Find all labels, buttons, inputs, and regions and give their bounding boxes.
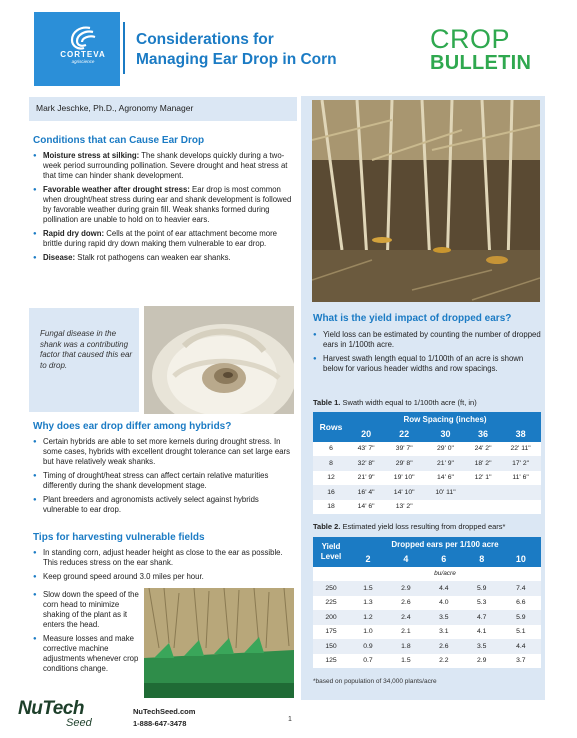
tips-heading: Tips for harvesting vulnerable fields bbox=[33, 532, 205, 543]
table-row: 250 1.5 2.9 4.4 5.9 7.4 bbox=[313, 581, 541, 596]
author-line: Mark Jeschke, Ph.D., Agronomy Manager bbox=[36, 103, 194, 113]
table-row: 125 0.7 1.5 2.2 2.9 3.7 bbox=[313, 654, 541, 669]
table1-col-header: 20 bbox=[349, 427, 383, 442]
swath-width-table bbox=[313, 412, 541, 514]
nutech-seed-wordmark: Seed bbox=[66, 717, 92, 729]
table2-col-header: 8 bbox=[463, 552, 501, 567]
yield-impact-list bbox=[313, 330, 541, 378]
dropped-ears-field-photo bbox=[312, 100, 540, 302]
title-line-2: Managing Ear Drop in Corn bbox=[136, 51, 337, 68]
hybrids-heading: Why does ear drop differ among hybrids? bbox=[33, 421, 232, 432]
list-item: ● Moisture stress at silking: The shank develops quickly during a two-week period surrounding pollination. Severe drought and heat stress at that time can hinder shank development. bbox=[33, 151, 295, 181]
tips-list-top bbox=[33, 548, 295, 586]
table-row: 6 43' 7" 39' 7" 29' 0" 24' 2" 22' 11" bbox=[313, 442, 541, 457]
table-row: 150 0.9 1.8 2.6 3.5 4.4 bbox=[313, 639, 541, 654]
list-item: ● Measure losses and make corrective machine adjustments whenever crop conditions change. bbox=[33, 634, 143, 674]
table-row: 18 14' 6" 13' 2" bbox=[313, 500, 541, 515]
table2-row-header: Yield Level bbox=[313, 537, 349, 567]
crop-label: CROP bbox=[430, 24, 511, 54]
corteva-wordmark: CORTEVA bbox=[60, 50, 106, 59]
list-item: ● Timing of drought/heat stress can affect certain relative maturities differently during the shank development stage. bbox=[33, 471, 295, 491]
tips-list-bottom bbox=[33, 590, 143, 678]
conditions-heading: Conditions that can Cause Ear Drop bbox=[33, 135, 205, 146]
callout-caption: Fungal disease in the shank was a contributing factor that caused this ear to drop. bbox=[40, 329, 133, 370]
title-line-1: Considerations for bbox=[136, 31, 274, 48]
nutech-logo bbox=[18, 700, 92, 729]
list-item: ● Keep ground speed around 3.0 miles per hour. bbox=[33, 572, 295, 582]
list-item: ● Slow down the speed of the corn head to minimize shaking of the plant as it enters the head. bbox=[33, 590, 143, 630]
table-row: 16 16' 4" 14' 10" 10' 11" bbox=[313, 485, 541, 500]
list-item: ● Harvest swath length equal to 1/100th of an acre is shown below for various header widths and row spacings. bbox=[313, 354, 541, 374]
bulletin-label: BULLETIN bbox=[430, 52, 532, 74]
table2-group-header: Dropped ears per 1/100 acre bbox=[349, 537, 541, 552]
table1-group-header: Row Spacing (inches) bbox=[349, 412, 541, 427]
list-item: ● Disease: Stalk rot pathogens can weaken ear shanks. bbox=[33, 253, 295, 263]
nutech-wordmark: NuTech bbox=[18, 698, 84, 719]
table2-col-header: 6 bbox=[425, 552, 463, 567]
table1-col-header: 38 bbox=[500, 427, 541, 442]
corteva-subbrand: agriscience bbox=[71, 59, 95, 64]
table1-col-header: 22 bbox=[383, 427, 425, 442]
table1-col-header: 30 bbox=[425, 427, 466, 442]
list-item: ● In standing corn, adjust header height as close to the ear as possible. This reduces stress on the ear shank. bbox=[33, 548, 295, 568]
table2-footnote: *based on population of 34,000 plants/acre bbox=[313, 678, 437, 685]
list-item: ● Rapid dry down: Cells at the point of ear attachment become more brittle during rapid dry down making them vulnerable to ear drop. bbox=[33, 229, 295, 249]
table1-caption: Table 1. Swath width equal to 1/100th acre (ft, in) bbox=[313, 398, 477, 407]
header-divider bbox=[123, 22, 125, 74]
list-item: ● Yield loss can be estimated by counting the number of dropped ears in 1/100th acre. bbox=[313, 330, 541, 350]
table2-col-header: 10 bbox=[501, 552, 541, 567]
list-item: ● Favorable weather after drought stress: Ear drop is most common when drought/heat stress during ear and shank development is followed by favorable weather during grain fill. Weak shanks formed during pollination are unable to hold on to heavier ears. bbox=[33, 185, 295, 225]
table2-caption: Table 2. Estimated yield loss resulting from dropped ears* bbox=[313, 522, 506, 531]
yield-loss-table bbox=[313, 537, 541, 668]
ear-shank-photo bbox=[144, 306, 294, 414]
table2-col-header: 2 bbox=[349, 552, 387, 567]
table1-row-header: Rows bbox=[313, 412, 349, 442]
table-row: 175 1.0 2.1 3.1 4.1 5.1 bbox=[313, 625, 541, 640]
table-row: 12 21' 9" 19' 10" 14' 6" 12' 1" 11' 6" bbox=[313, 471, 541, 486]
hybrids-list bbox=[33, 437, 295, 519]
table2-col-header: 4 bbox=[387, 552, 425, 567]
list-item: ● Certain hybrids are able to set more kernels during drought stress. In some cases, hybrids with excellent drought tolerance can set large ears but have relatively weak shanks. bbox=[33, 437, 295, 467]
table-row: 200 1.2 2.4 3.5 4.7 5.9 bbox=[313, 610, 541, 625]
phone-number: 1-888-647-3478 bbox=[133, 719, 187, 728]
table1-col-header: 36 bbox=[466, 427, 500, 442]
bulletin-title bbox=[136, 30, 337, 70]
combine-header-photo bbox=[144, 588, 294, 698]
yield-impact-heading: What is the yield impact of dropped ears? bbox=[313, 313, 512, 324]
table-row: 8 32' 8" 29' 8" 21' 9" 18' 2" 17' 2" bbox=[313, 456, 541, 471]
table2-unit: bu/acre bbox=[349, 567, 541, 582]
list-item: ● Plant breeders and agronomists actively select against hybrids vulnerable to ear drop. bbox=[33, 495, 295, 515]
website-link[interactable]: NuTechSeed.com bbox=[133, 707, 196, 716]
page-number: 1 bbox=[288, 716, 292, 723]
conditions-list bbox=[33, 151, 295, 267]
table-row: 225 1.3 2.6 4.0 5.3 6.6 bbox=[313, 596, 541, 611]
